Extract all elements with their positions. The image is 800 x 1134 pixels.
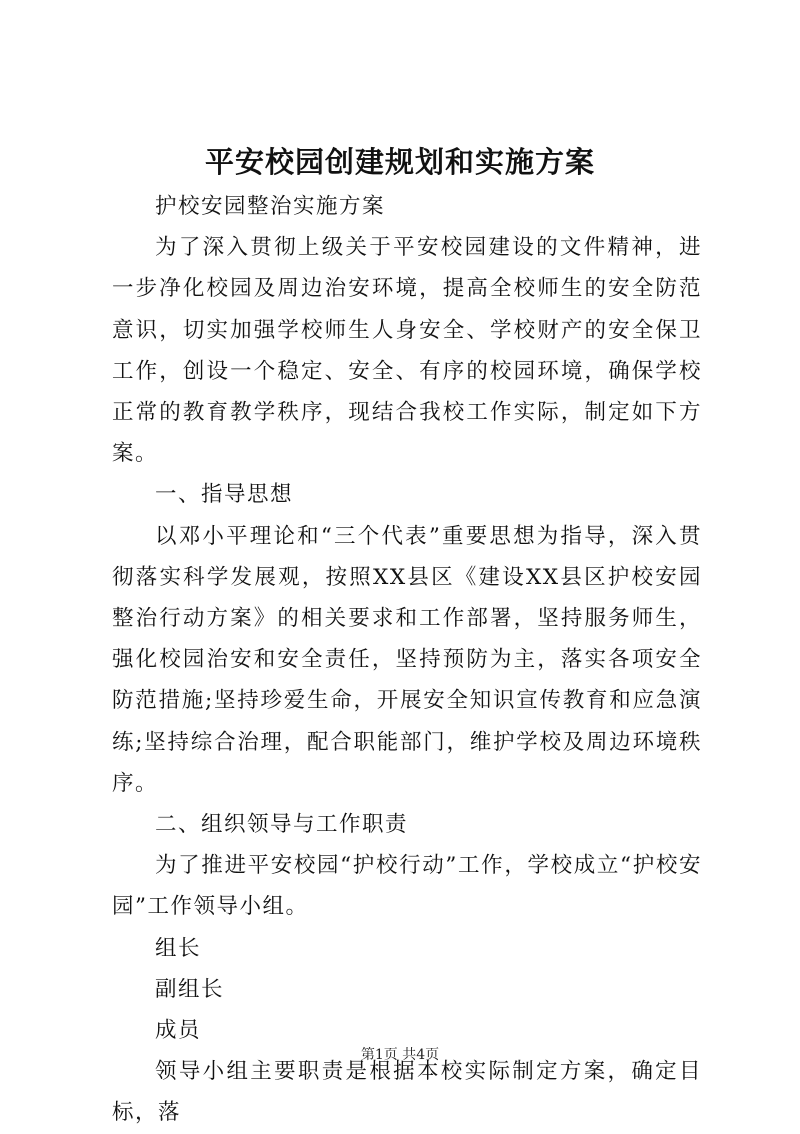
paragraph-organization: 为了推进平安校园“护校行动”工作，学校成立“护校安园”工作领导小组。 — [112, 853, 702, 920]
role-deputy-leader: 副组长 — [155, 976, 225, 1002]
document-body — [112, 186, 702, 1134]
paragraph-responsibilities: 领导小组主要职责是根据本校实际制定方案，确定目标，落 — [112, 1059, 702, 1126]
role-leader: 组长 — [155, 935, 202, 961]
role-members: 成员 — [155, 1018, 202, 1044]
page-footer: 第1页 共4页 — [360, 1047, 440, 1063]
section-heading-guiding-ideology: 一、指导思想 — [155, 482, 294, 508]
document-title: 平安校园创建规划和实施方案 — [204, 145, 595, 179]
paragraph-guiding-ideology: 以邓小平理论和“三个代表”重要思想为指导，深入贯彻落实科学发展观，按照XX县区《建设XX县区护校安园整治行动方案》的相关要求和工作部署，坚持服务师生，强化校园治安和安全责任，坚持预防为主，落实各项安全防范措施;坚持珍爱生命，开展安全知识宣传教育和应急演练;坚持综合治理，配合职能部门，维护学校及周边环境秩序。 — [112, 523, 702, 796]
paragraph-intro: 为了深入贯彻上级关于平安校园建设的文件精神，进一步净化校园及周边治安环境，提高全校师生的安全防范意识，切实加强学校师生人身安全、学校财产的安全保卫工作，创设一个稳定、安全、有序的校园环境，确保学校正常的教育教学秩序，现结合我校工作实际，制定如下方案。 — [112, 235, 702, 467]
section-heading-organization: 二、组织领导与工作职责 — [155, 812, 409, 838]
paragraph-subtitle: 护校安园整治实施方案 — [155, 194, 386, 219]
